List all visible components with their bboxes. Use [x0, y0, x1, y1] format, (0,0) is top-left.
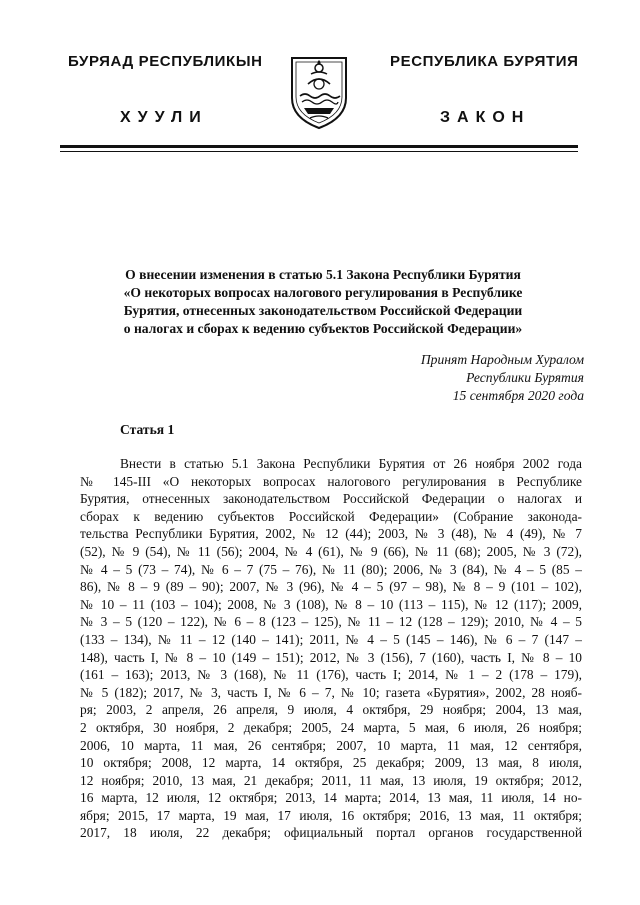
body-line: (133 – 134), № 11 – 12 (140 – 141); 2011, № 4 – 5 (145 – 146), № 6 – 7 (147 –	[80, 631, 582, 647]
header-buryat-law: ХУУЛИ	[120, 109, 208, 126]
body-line: 2 октября, 30 ноября, 2 декабря; 2005, 24 марта, 5 мая, 6 июля, 26 ноября;	[80, 719, 582, 735]
body-line: Внести в статью 5.1 Закона Республики Бурятия от 26 ноября 2002 года	[120, 456, 582, 471]
law-title	[88, 266, 558, 338]
adoption-note	[421, 351, 584, 405]
body-line: (161 – 163); 2013, № 3 (168), № 11 (176), часть I; 2014, № 1 – 2 (178 – 179),	[80, 667, 582, 683]
header-divider-thick	[60, 145, 578, 148]
body-line: тельства Республики Бурятия, 2002, № 12 (44); 2003, № 3 (48), № 4 (49), № 7	[80, 526, 582, 542]
body-line: 10 октября; 2008, 12 марта, 14 октября, 25 декабря; 2009, 13 мая, 8 июля,	[80, 755, 582, 771]
body-line: ября; 2015, 17 марта, 19 мая, 17 июля, 16 октября; 2016, 13 мая, 11 октября;	[80, 807, 582, 823]
body-line: 12 ноября; 2010, 13 мая, 21 декабря; 2011, 11 мая, 13 июля, 19 октября; 2012,	[80, 772, 582, 788]
article-heading: Статья 1	[120, 422, 175, 437]
header-divider-thin	[60, 151, 578, 152]
body-line: № 3 – 5 (120 – 122), № 6 – 8 (123 – 125), № 11 – 12 (128 – 129); 2010, № 4 – 5	[80, 614, 582, 630]
law-title-line: Бурятия, отнесенных законодательством Российской Федерации	[123, 303, 523, 318]
body-line: № 145-III «О некоторых вопросах налогового регулирования в Республике	[80, 473, 582, 489]
body-line: Бурятия, отнесенных законодательством Российской Федерации о налогах и	[80, 491, 582, 507]
body-line: 86), № 8 – 9 (89 – 90); 2007, № 3 (96), № 4 – 5 (97 – 98), № 8 – 9 (101 – 102),	[80, 579, 582, 595]
body-line: № 10 – 11 (103 – 104); 2008, № 3 (108), № 8 – 10 (113 – 115), № 12 (117); 2009,	[80, 596, 582, 612]
adoption-note-line: Республики Бурятия	[466, 370, 584, 385]
body-line: № 4 – 5 (73 – 74), № 6 – 7 (75 – 76), № 11 (80); 2006, № 3 (84), № 4 – 5 (85 –	[80, 561, 582, 577]
body-line: (52), № 9 (54), № 11 (56); 2004, № 4 (61), № 9 (66), № 11 (68); 2005, № 3 (72),	[80, 543, 582, 559]
law-title-line: «О некоторых вопросах налогового регулирования в Республике	[123, 285, 523, 300]
law-title-line: о налогах и сборах к ведению субъектов Российской Федерации»	[123, 321, 523, 336]
body-line: 148), часть I, № 8 – 10 (149 – 151); 2012, № 3 (156), 7 (160), часть I, № 8 – 10	[80, 649, 582, 665]
article-body	[80, 455, 582, 842]
header-russian-republic: РЕСПУБЛИКА БУРЯТИЯ	[390, 53, 579, 70]
body-line: 16 марта, 12 июля, 12 октября; 2013, 14 марта; 2014, 13 мая, 11 июля, 14 но-	[80, 790, 582, 806]
adoption-note-line: Принят Народным Хуралом	[420, 352, 584, 367]
adoption-date: 15 сентября 2020 года	[452, 388, 584, 403]
header-russian-law: ЗАКОН	[440, 109, 531, 126]
coat-of-arms-icon	[286, 48, 352, 130]
law-title-line: О внесении изменения в статью 5.1 Закона Республики Бурятия	[125, 267, 521, 282]
header-buryat-republic: БУРЯАД РЕСПУБЛИКЫН	[68, 53, 263, 70]
body-line: № 5 (182); 2017, № 3, часть I, № 6 – 7, № 10; газета «Бурятия», 2002, 28 нояб-	[80, 684, 582, 700]
body-line: 2017, 18 июля, 22 декабря; официальный портал органов государственной	[80, 825, 582, 841]
body-line: ря; 2003, 2 апреля, 26 апреля, 9 июля, 4 октября, 29 ноября; 2004, 13 мая,	[80, 702, 582, 718]
body-line: сборах к ведению субъектов Российской Федерации» (Собрание законода-	[80, 508, 582, 524]
body-line: 2006, 10 марта, 11 мая, 26 сентября; 2007, 10 марта, 11 мая, 12 сентября,	[80, 737, 582, 753]
